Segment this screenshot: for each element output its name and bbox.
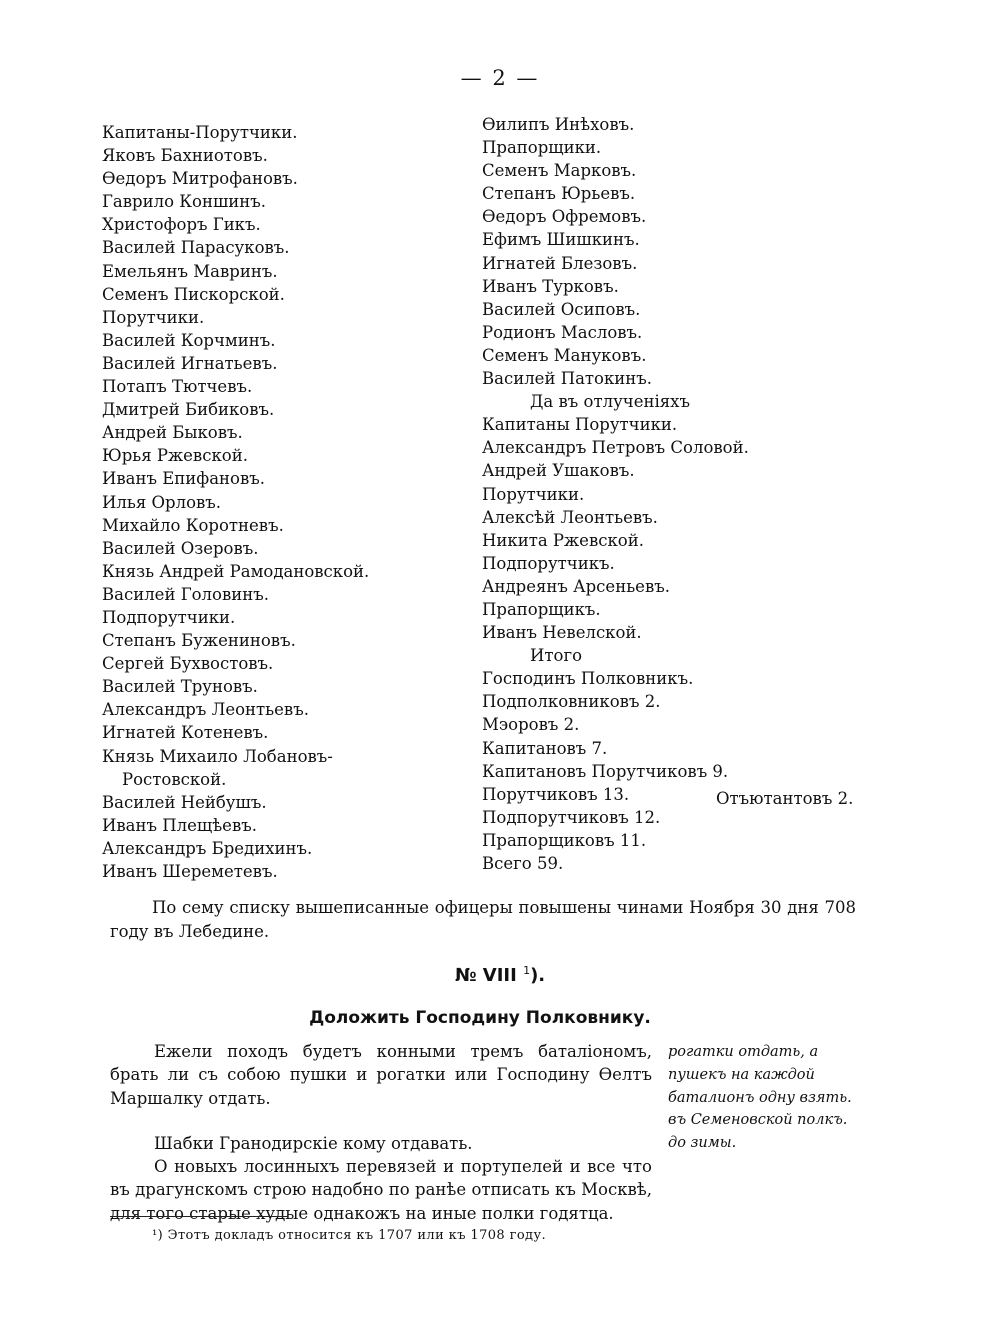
list-item: Яковъ Бахниотовъ.: [102, 146, 268, 166]
list-item: Василей Корчминъ.: [102, 330, 276, 350]
list-heading: Капитаны-Порутчики.: [102, 123, 298, 142]
list-item: Родионъ Масловъ.: [482, 322, 643, 342]
list-item: Михайло Коротневъ.: [102, 515, 284, 535]
list-item: Степанъ Юрьевъ.: [482, 184, 636, 204]
list-heading: Подпорутчики.: [102, 607, 236, 627]
summary-paragraph: По сему списку вышеписанные офицеры повышены чинами Ноября 30 дня 708 году въ Лебедине.: [110, 898, 856, 941]
adjutants-count: Отъютантовъ 2.: [716, 789, 854, 808]
total-item: Подпорутчиковъ 12.: [482, 807, 661, 827]
list-item: Степанъ Буженинoвъ.: [102, 631, 296, 651]
list-item: Емельянъ Мавринъ.: [102, 261, 278, 281]
list-item: Василей Озеровъ.: [102, 538, 259, 558]
list-item: Иванъ Невелской.: [482, 623, 642, 643]
list-item: Василей Нейбушъ.: [102, 792, 267, 812]
list-item: Андрей Быковъ.: [102, 423, 243, 443]
list-item: Александръ Бредихинъ.: [102, 838, 313, 858]
officer-list-left: [102, 121, 369, 883]
list-item: Ефимъ Шишкинъ.: [482, 230, 640, 250]
list-item: Сергей Бухвостовъ.: [102, 654, 274, 674]
list-item: Иванъ Шереметевъ.: [102, 862, 278, 881]
total-item: Капитановъ Порутчиковъ 9.: [482, 761, 729, 781]
total-item: Прапорщиковъ 11.: [482, 830, 647, 850]
total-item: Господинъ Полковникъ.: [482, 669, 694, 689]
list-item: Игнатей Блезовъ.: [482, 253, 638, 273]
list-item: Семенъ Мануковъ.: [482, 345, 647, 365]
total-item: Порутчиковъ 13.: [482, 784, 630, 804]
list-item: Потапъ Тютчевъ.: [102, 377, 253, 397]
officer-list-right: [482, 113, 749, 875]
margin-note: въ Семеновской полкъ.: [668, 1112, 848, 1129]
main-text: [110, 1040, 652, 1225]
margin-notes: [668, 1041, 868, 1155]
footnote-marker: 1: [523, 964, 531, 977]
list-item: Өедоръ Митрофановъ.: [102, 169, 298, 189]
list-item: Князь Андрей Рамодановской.: [102, 561, 370, 581]
page-number: — 2 —: [460, 66, 540, 90]
list-heading: Капитаны Порутчики.: [482, 415, 678, 435]
list-item: Андреянъ Арсеньевъ.: [482, 576, 670, 596]
list-item: Никита Ржевской.: [482, 530, 644, 550]
list-heading: Подпорутчикъ.: [482, 553, 615, 573]
total-item: Мэоровъ 2.: [482, 715, 580, 735]
list-item: Юрья Ржевской.: [102, 446, 248, 466]
list-item: Василей Парасуковъ.: [102, 238, 290, 258]
document-title: Доложить Господину Полковнику.: [309, 1008, 651, 1028]
list-item: Өилипъ Инѣховъ.: [482, 115, 635, 134]
list-subheading: Да въ отлученiяхъ: [530, 392, 690, 412]
margin-note: до зимы.: [668, 1135, 737, 1152]
paragraph: О новыхъ лосинныхъ перевязей и портупелей и все что въ драгунскомъ строю надобно по ранѣе отписать къ Москвѣ, для того старые худые однакожъ на иные полки годятца.: [110, 1157, 652, 1223]
list-item: Александръ Петровъ Соловой.: [482, 438, 749, 458]
list-item: Василей Патокинъ.: [482, 369, 653, 389]
list-item-continuation: Ростовской.: [122, 769, 227, 789]
list-item: Иванъ Плещѣевъ.: [102, 815, 257, 835]
grand-total: Всего 59.: [482, 854, 564, 873]
list-item: Христофоръ Гикъ.: [102, 215, 261, 235]
list-item: Василей Труновъ.: [102, 677, 258, 697]
list-heading: Порутчики.: [102, 307, 205, 327]
list-item: Андрей Ушаковъ.: [482, 461, 635, 481]
list-item: Алексѣй Леонтьевъ.: [482, 507, 658, 527]
list-item: Василей Головинъ.: [102, 584, 269, 604]
list-heading: Порутчики.: [482, 484, 585, 504]
list-item: Семенъ Пискорской.: [102, 284, 285, 304]
list-item: Александръ Леонтьевъ.: [102, 700, 309, 720]
paragraph: Ежели походъ будетъ конными тремъ баталiономъ, брать ли съ собою пушки и рогатки или Господину Өелтъ Маршалку отдать.: [110, 1042, 652, 1108]
footnote-divider: [110, 1216, 288, 1217]
paragraph: Шабки Гранодирскiе кому отдавать.: [154, 1133, 473, 1153]
document-number: [0, 964, 1000, 986]
list-item: Василей Осиповъ.: [482, 299, 641, 319]
list-item: Иванъ Турковъ.: [482, 276, 619, 296]
list-subheading: Итого: [530, 646, 583, 666]
margin-note: рогатки отдать, а пушекъ на каждой баталионъ одну взять.: [668, 1044, 852, 1106]
total-item: Капитановъ 7.: [482, 738, 608, 758]
list-item: Семенъ Марковъ.: [482, 161, 637, 181]
document-number-text: № VIII: [454, 965, 517, 986]
list-item: Игнатей Котеневъ.: [102, 723, 269, 743]
list-item: Илья Орловъ.: [102, 492, 222, 512]
document-number-suffix: ).: [530, 965, 546, 986]
list-item: Иванъ Епифановъ.: [102, 469, 266, 489]
list-item: Өедоръ Офремовъ.: [482, 207, 647, 227]
list-item: Василей Игнатьевъ.: [102, 353, 278, 373]
list-item: Гаврило Коншинъ.: [102, 192, 267, 212]
list-heading: Прапорщикъ.: [482, 599, 601, 619]
total-item: Подполковниковъ 2.: [482, 692, 661, 712]
list-item: Князь Михаило Лобановъ-: [102, 746, 333, 766]
list-heading: Прапорщики.: [482, 138, 602, 158]
footnote: ¹) Этотъ докладъ относится къ 1707 или къ 1708 году.: [152, 1228, 547, 1243]
list-item: Дмитрей Бибиковъ.: [102, 400, 275, 420]
